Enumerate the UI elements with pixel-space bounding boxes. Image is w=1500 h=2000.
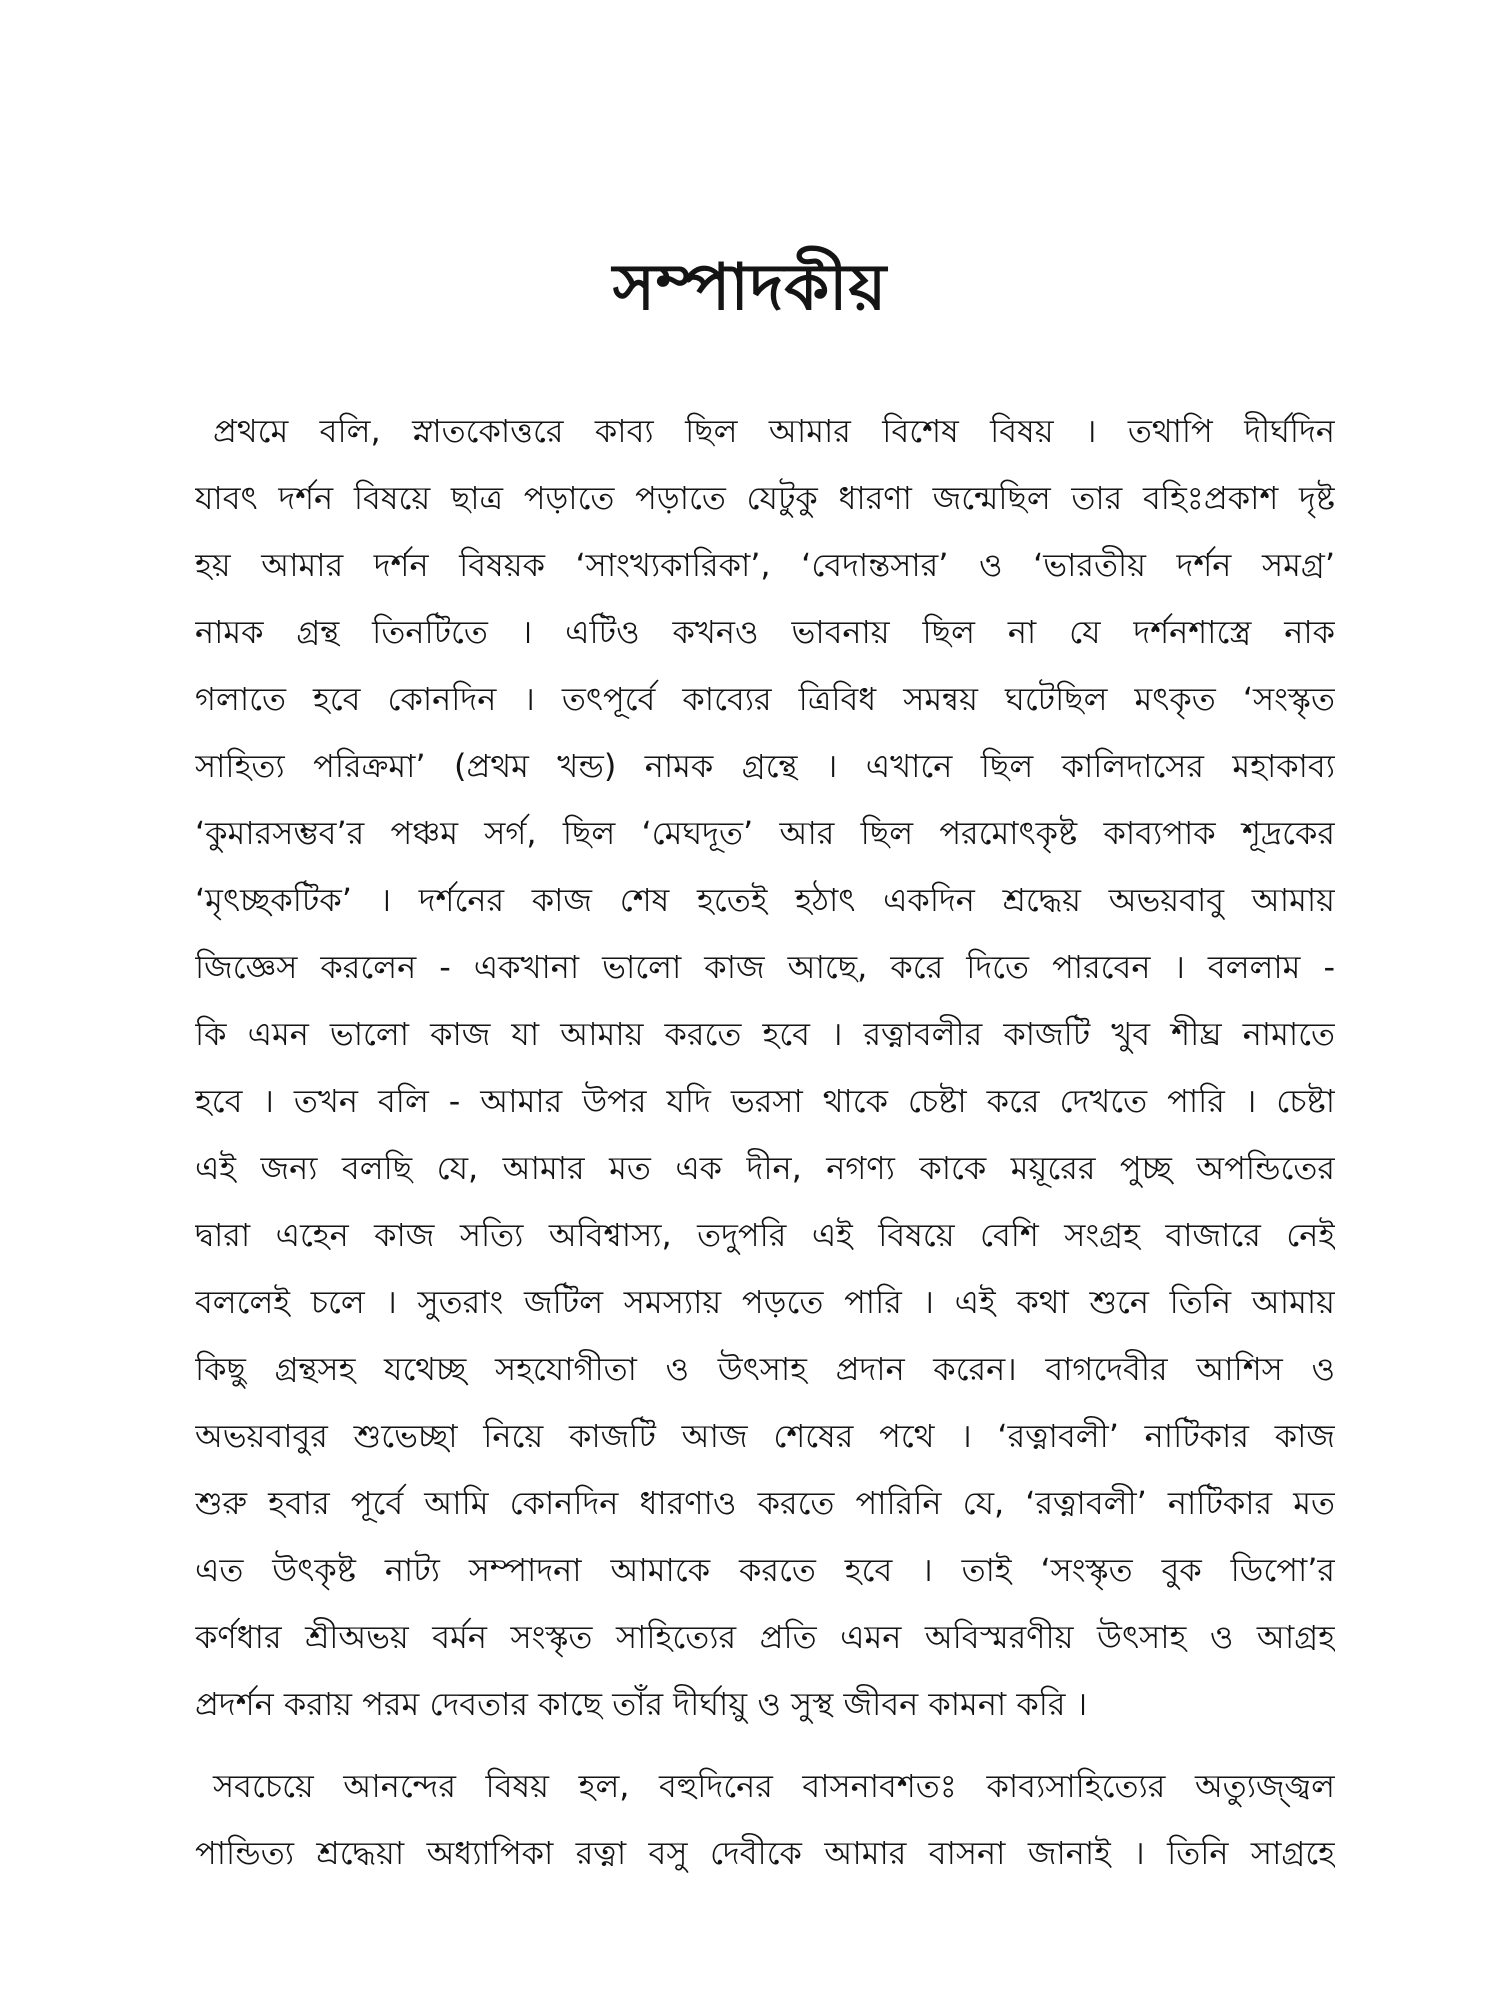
- text-line: সবচেয়ে আনন্দের বিষয় হল, বহুদিনের বাসনাবশতঃ কাব্যসাহিত্যের অত্যুজ্জ্বল: [213, 1767, 1335, 1805]
- text-line: পান্ডিত্য শ্রদ্ধেয়া অধ্যাপিকা রত্না বসু দেবীকে আমার বাসনা জানাই । তিনি সাগ্রহে: [195, 1834, 1335, 1872]
- text-line: ‘কুমারসম্ভব’র পঞ্চম সর্গ, ছিল ‘মেঘদূত’ আর ছিল পরমোৎকৃষ্ট কাব্যপাক শূদ্রকের: [195, 814, 1335, 852]
- text-line: শুরু হবার পূর্বে আমি কোনদিন ধারণাও করতে পারিনি যে, ‘রত্নাবলী’ নাটিকার মত: [195, 1484, 1335, 1522]
- text-line: এত উৎকৃষ্ট নাট্য সম্পাদনা আমাকে করতে হবে । তাই ‘সংস্কৃত বুক ডিপো’র: [195, 1551, 1335, 1589]
- paragraph-1: [195, 398, 1335, 1738]
- text-line: গলাতে হবে কোনদিন । তৎপূর্বে কাব্যের ত্রিবিধ সমন্বয় ঘটেছিল মৎকৃত ‘সংস্কৃত: [195, 680, 1335, 718]
- text-line: দ্বারা এহেন কাজ সত্যি অবিশ্বাস্য, তদুপরি এই বিষয়ে বেশি সংগ্রহ বাজারে নেই: [195, 1216, 1335, 1254]
- paragraph-2: [195, 1753, 1335, 1887]
- text-line: প্রথমে বলি, স্নাতকোত্তরে কাব্য ছিল আমার বিশেষ বিষয় । তথাপি দীর্ঘদিন: [213, 412, 1335, 450]
- text-line: প্রদর্শন করায় পরম দেবতার কাছে তাঁর দীর্ঘায়ু ও সুস্থ জীবন কামনা করি ।: [195, 1685, 1088, 1723]
- text-line: যাবৎ দর্শন বিষয়ে ছাত্র পড়াতে পড়াতে যেটুকু ধারণা জন্মেছিল তার বহিঃপ্রকাশ দৃষ্ট: [195, 479, 1335, 517]
- text-line: হবে । তখন বলি - আমার উপর যদি ভরসা থাকে চেষ্টা করে দেখতে পারি । চেষ্টা: [195, 1082, 1335, 1120]
- text-line: কি এমন ভালো কাজ যা আমায় করতে হবে । রত্নাবলীর কাজটি খুব শীঘ্র নামাতে: [195, 1015, 1335, 1053]
- text-line: নামক গ্রন্থ তিনটিতে । এটিও কখনও ভাবনায় ছিল না যে দর্শনশাস্ত্রে নাক: [195, 613, 1335, 651]
- text-line: বললেই চলে । সুতরাং জটিল সমস্যায় পড়তে পারি । এই কথা শুনে তিনি আমায়: [195, 1283, 1335, 1321]
- text-line: হয় আমার দর্শন বিষয়ক ‘সাংখ্যকারিকা’, ‘বেদান্তসার’ ও ‘ভারতীয় দর্শন সমগ্র’: [195, 546, 1335, 584]
- text-line: জিজ্ঞেস করলেন - একখানা ভালো কাজ আছে, করে দিতে পারবেন । বললাম -: [195, 948, 1335, 986]
- page-title: সম্পাদকীয়: [612, 251, 888, 325]
- text-line: সাহিত্য পরিক্রমা’ (প্রথম খন্ড) নামক গ্রন্থে । এখানে ছিল কালিদাসের মহাকাব্য: [195, 747, 1335, 785]
- text-line: এই জন্য বলছি যে, আমার মত এক দীন, নগণ্য কাকে ময়ূরের পুচ্ছ অপন্ডিতের: [195, 1149, 1335, 1187]
- text-line: ‘মৃৎচ্ছকটিক’ । দর্শনের কাজ শেষ হতেই হঠাৎ একদিন শ্রদ্ধেয় অভয়বাবু আমায়: [195, 881, 1335, 919]
- text-line: অভয়বাবুর শুভেচ্ছা নিয়ে কাজটি আজ শেষের পথে । ‘রত্নাবলী’ নাটিকার কাজ: [195, 1417, 1335, 1455]
- text-line: কিছু গ্রন্থসহ যথেচ্ছ সহযোগীতা ও উৎসাহ প্রদান করেন। বাগদেবীর আশিস ও: [195, 1350, 1335, 1388]
- text-line: কর্ণধার শ্রীঅভয় বর্মন সংস্কৃত সাহিত্যের প্রতি এমন অবিস্মরণীয় উৎসাহ ও আগ্রহ: [195, 1618, 1335, 1656]
